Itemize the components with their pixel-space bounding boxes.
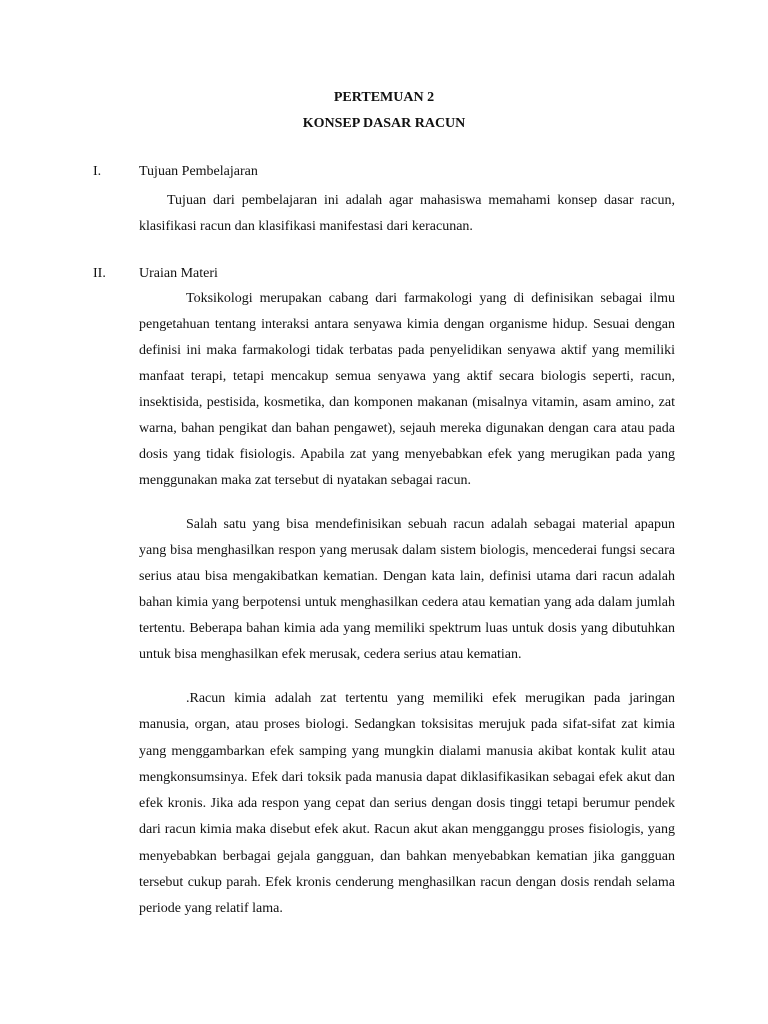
document-subtitle: KONSEP DASAR RACUN: [302, 116, 466, 131]
paragraph-definisi-racun: Salah satu yang bisa mendefinisikan sebuah racun adalah sebagai material apapun yang bisa menghasilkan respon yang merusak dalam sistem biologis, mencederai fungsi secara serius atau bisa mengakibatkan kematian. Dengan kata lain, definisi utama dari racun adalah bahan kimia yang berpotensi untuk menghasilkan cedera atau kematian yang ada dalam jumlah tertentu. Beberapa bahan kimia ada yang memiliki spektrum luas untuk dosis yang dibutuhkan untuk bisa menghasilkan efek merusak, cedera serius atau kematian.: [139, 517, 675, 662]
paragraph-tujuan: Tujuan dari pembelajaran ini adalah agar mahasiswa memahami konsep dasar racun, klasifikasi racun dan klasifikasi manifestasi dari keracunan.: [139, 193, 675, 234]
section-heading-uraian: Uraian Materi: [139, 266, 218, 281]
paragraph-toksikologi: Toksikologi merupakan cabang dari farmakologi yang di definisikan sebagai ilmu pengetahuan tentang interaksi antara senyawa kimia dengan organisme hidup. Sesuai dengan definisi ini maka farmakologi tidak terbatas pada penyelidikan senyawa aktif yang memiliki manfaat terapi, tetapi mencakup semua senyawa yang aktif secara biologis seperti, racun, insektisida, pestisida, kosmetika, dan komponen makanan (misalnya vitamin, asam amino, zat warna, bahan pengikat dan bahan pengawet), sejauh mereka digunakan dengan cara atau pada dosis yang tidak fisiologis. Apabila zat yang menyebabkan efek yang merugikan pada yang menggunakan maka zat tersebut di nyatakan sebagai racun.: [139, 291, 675, 488]
section-heading-tujuan: Tujuan Pembelajaran: [139, 164, 258, 179]
paragraph-racun-kimia: .Racun kimia adalah zat tertentu yang memiliki efek merugikan pada jaringan manusia, organ, atau proses biologi. Sedangkan toksisitas merujuk pada sifat-sifat zat kimia yang menggambarkan efek samping yang mungkin dialami manusia akibat kontak kulit atau mengkonsumsinya. Efek dari toksik pada manusia dapat diklasifikasikan sebagai efek akut dan efek kronis. Jika ada respon yang cepat dan serius dengan dosis tinggi tetapi berumur pendek dari racun kimia maka disebut efek akut. Racun akut akan mengganggu proses fisiologis, yang menyebabkan berbagai gejala gangguan, dan bahkan menyebabkan kematian jika gangguan tersebut cukup parah. Efek kronis cenderung menghasilkan racun dengan dosis rendah selama periode yang relatif lama.: [139, 691, 675, 917]
document-title: PERTEMUAN 2: [333, 90, 435, 105]
section-number: II.: [93, 266, 106, 281]
section-number: I.: [93, 164, 102, 179]
